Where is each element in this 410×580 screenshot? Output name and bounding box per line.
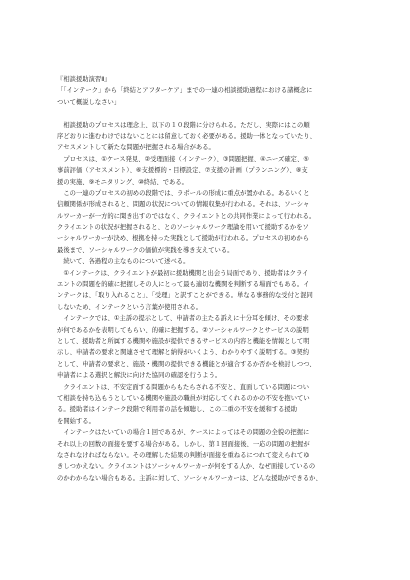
paragraph-1-line: 序どおりに進むわけではないことには留意しておく必要がある。援助一体となっていたり、 xyxy=(57,132,316,140)
paragraph-3-line: 申請者による選択と解決に向けた協同の確認を行うよう。 xyxy=(57,372,222,380)
document-body xyxy=(57,74,359,484)
assignment-question-line-1: 「「インテーク」から「終結とアフターケア」までの一連の相談援助過程における諸概念に xyxy=(57,87,313,95)
paragraph-4-line: を開始する。 xyxy=(57,417,95,425)
paragraph-3-line: として、援助者と所属する機関や施設が提供できるサービスの内容と機能を情報として明 xyxy=(57,337,310,345)
paragraph-2-line: 信頼関係が形成されると、問題の状況についての情報収集が行われる。それは、ソーシャ xyxy=(57,201,310,209)
paragraph-3-line: 続いて、各過程の主なものについて述べる。 xyxy=(57,258,190,266)
paragraph-3-line: インテークでは、①主訴の提示として、申請者の主たる訴えに十分耳を傾け、その要求 xyxy=(57,315,309,323)
paragraph-1-line: 相談援助のプロセスは理念上、以下の１０段階に分けられる。ただし、実際にはこの順 xyxy=(57,121,310,129)
paragraph-3-line: エントの問題を的確に把握しその人にとって最も適切な機関を判断する場面でもある。イ xyxy=(57,281,310,289)
paragraph-4-line: て相談を持ち込もうとしている機関や施設の職員が対応してくれるのかの不安を抱いてい xyxy=(57,394,310,402)
paragraph-3-line: 示し、申請者の要求と関連させて理解と納得がいくよう、わかりやすく説明する。③契約 xyxy=(57,349,310,357)
paragraph-3-line: ンテークは、「取り入れること」、「受理」と訳すことができる。単なる事務的な受付と混同 xyxy=(57,292,313,300)
paragraph-4-line: る。援助者はインテーク段階で利用者の話を傾聴し、この二重の不安を緩和する援助 xyxy=(57,406,298,414)
paragraph-2-line: 最後まで、ソーシャルワークの価値が実践を導き支えている。 xyxy=(57,246,234,254)
course-title: 『相談援助演習Ⅱ』 xyxy=(57,76,111,83)
paragraph-2-line: クライエントの状況が把握されると、とのソーシャルワーク理論を用いて援助するかをソ xyxy=(57,224,309,232)
paragraph-1-line: 事前評価（アセスメント）、⑥支援標的・目標設定、⑦支援の計画（プランニング）、⑧支 xyxy=(57,167,308,175)
paragraph-1-line: アセスメントして新たな問題が把握される場合がある。 xyxy=(57,144,215,152)
paragraph-5-line: きしつかえない。クライエントはソーシャルワーカーが何をする人か、なぜ面接しているの xyxy=(57,463,316,471)
paragraph-4-line: クライエントは、不安定面する問題からもたらされる不安と、直面している問題につい xyxy=(57,383,310,391)
paragraph-1-line: プロセスは、①ケース発見、②受理面接（インテーク）、③問題把握、④ニーズ確定、⑤ xyxy=(57,155,309,163)
paragraph-3-line: が何であるかを表明してもらい、的確に把握する。②ソーシャルワークとサービスの説明 xyxy=(57,326,309,334)
paragraph-2-line: ーシャルワーカーが決め、根拠を持った実践として援助が行われる。プロセスの初めから xyxy=(57,235,310,243)
paragraph-5-line: それ以上の回数の面接を要する場合がある。しかし、第１回面接後、一応の問題の把握が xyxy=(57,440,310,448)
spacer xyxy=(57,108,359,119)
paragraph-3-line: ①インテークは、クライエントが最初に援助機関と出会う局面であり、援助者はクライ xyxy=(57,269,309,277)
paragraph-2-line: ルワーカーが一方的に聞き出すのではなく、クライエントとの共同作業によって行われる。 xyxy=(57,212,316,220)
paragraph-5-line: なされなければならない。その理解した結果の判断が面接を重ねるにつれて変えられてゆ xyxy=(57,451,310,459)
paragraph-5-line: のかわからない場合もある。主訴に対して、ソーシャルワーカーは、どんな援助ができるか、 xyxy=(57,474,322,482)
paragraph-5-line: インテークはたいていの場合１回であるが、ケースによってはその問題の全貌の把握に xyxy=(57,429,310,437)
assignment-question-line-2: ついて概説しなさい」 xyxy=(57,98,121,106)
paragraph-3-line: として、申請者の要求と、施設・機関の提供できる機能とが適合するか否かを検討しつつ、 xyxy=(57,360,316,368)
paragraph-1-line: 援の実施、⑨モニタリング、⑩終結、である。 xyxy=(57,178,188,186)
paragraph-2-line: この一連のプロセスの初めの段階では、ラポールの形成に重点が置かれる。あるいくと xyxy=(57,189,310,197)
paragraph-3-line: しないため、インテークという言葉が使用される。 xyxy=(57,303,203,311)
